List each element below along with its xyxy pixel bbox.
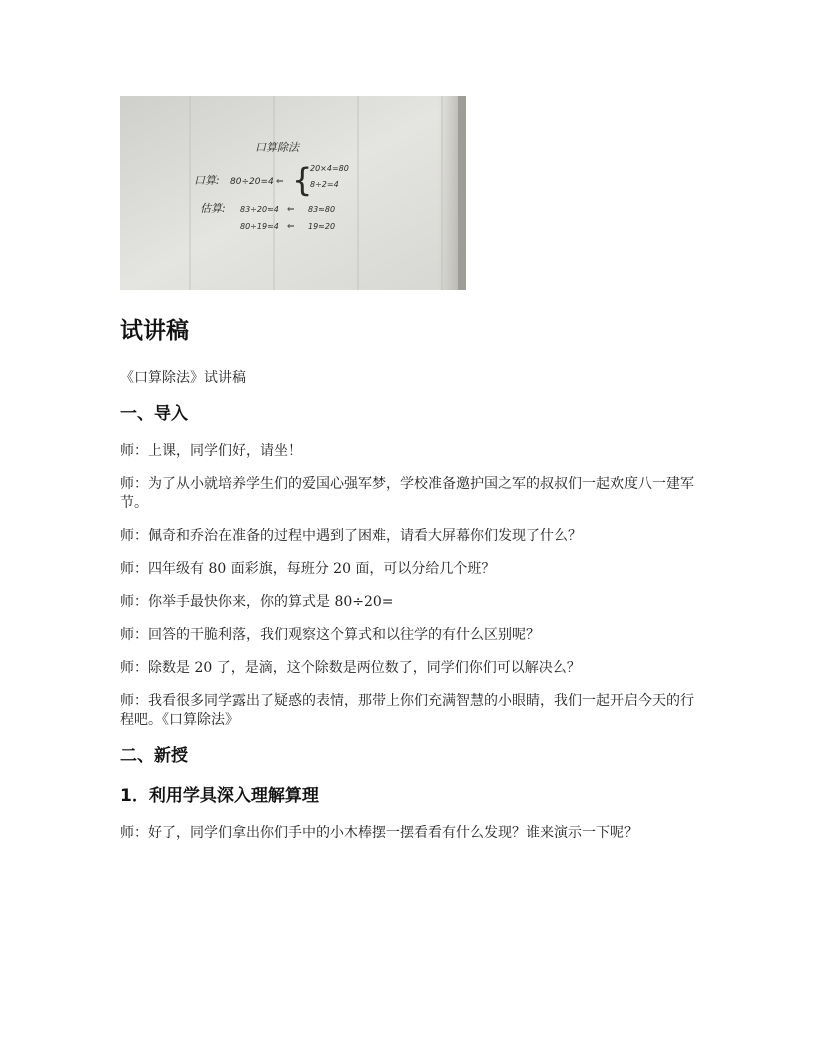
photo-line3-expr: 80÷19≈4 <box>240 222 279 231</box>
photo-line2-arrow: ⇐ <box>287 205 295 215</box>
photo-line1-brace-a: 20×4=80 <box>310 164 349 173</box>
photo-line3-arrow: ⇐ <box>287 222 295 232</box>
document-title: 试讲稿 <box>120 318 189 344</box>
paragraph: 师：好了，同学们拿出你们手中的小木棒摆一摆看看有什么发现？谁来演示一下呢？ <box>120 825 638 841</box>
paragraph: 师：我看很多同学露出了疑惑的表情，那带上你们充满智慧的小眼睛，我们一起开启今天的行程吧。《口算除法》 <box>120 693 694 728</box>
document-subtitle: 《口算除法》试讲稿 <box>120 370 246 386</box>
photo-line1-arrow: ⇐ <box>276 177 284 187</box>
paragraph: 师：佩奇和乔治在准备的过程中遇到了困难，请看大屏幕你们发现了什么？ <box>120 528 582 544</box>
photo-line1-brace-b: 8÷2=4 <box>310 180 339 189</box>
paragraph: 师：上课，同学们好，请坐！ <box>120 443 302 459</box>
photo-line2-right: 83≈80 <box>308 205 336 214</box>
photo-title: 口算除法 <box>255 141 299 154</box>
paragraph: 师：回答的干脆利落，我们观察这个算式和以往学的有什么区别呢？ <box>120 627 540 643</box>
section-heading-new-lesson: 二、新授 <box>120 746 188 766</box>
paragraph: 师：除数是 20 了，是滴，这个除数是两位数了，同学们你们可以解决么？ <box>120 660 581 676</box>
photo-line3-right: 19≈20 <box>308 222 336 231</box>
photo-line2-expr: 83÷20≈4 <box>240 205 279 214</box>
subsection-heading: 1．利用学具深入理解算理 <box>120 786 319 806</box>
paragraph: 师：四年级有 80 面彩旗，每班分 20 面，可以分给几个班？ <box>120 561 496 577</box>
photo-line1-expr: 80÷20=4 <box>230 177 274 187</box>
photo-brace: { <box>292 161 313 199</box>
photo-line1-label: 口算: <box>194 174 220 187</box>
paragraph: 师：你举手最快你来，你的算式是 80÷20= <box>120 594 394 610</box>
photo-line2-label: 估算: <box>200 202 226 215</box>
document-page <box>120 96 700 857</box>
handwritten-notes-photo <box>120 96 466 290</box>
paper-edge <box>458 96 466 290</box>
section-heading-intro: 一、导入 <box>120 404 188 424</box>
paragraph: 师：为了从小就培养学生们的爱国心强军梦，学校准备邀护国之军的叔叔们一起欢度八一建军节。 <box>120 476 694 511</box>
